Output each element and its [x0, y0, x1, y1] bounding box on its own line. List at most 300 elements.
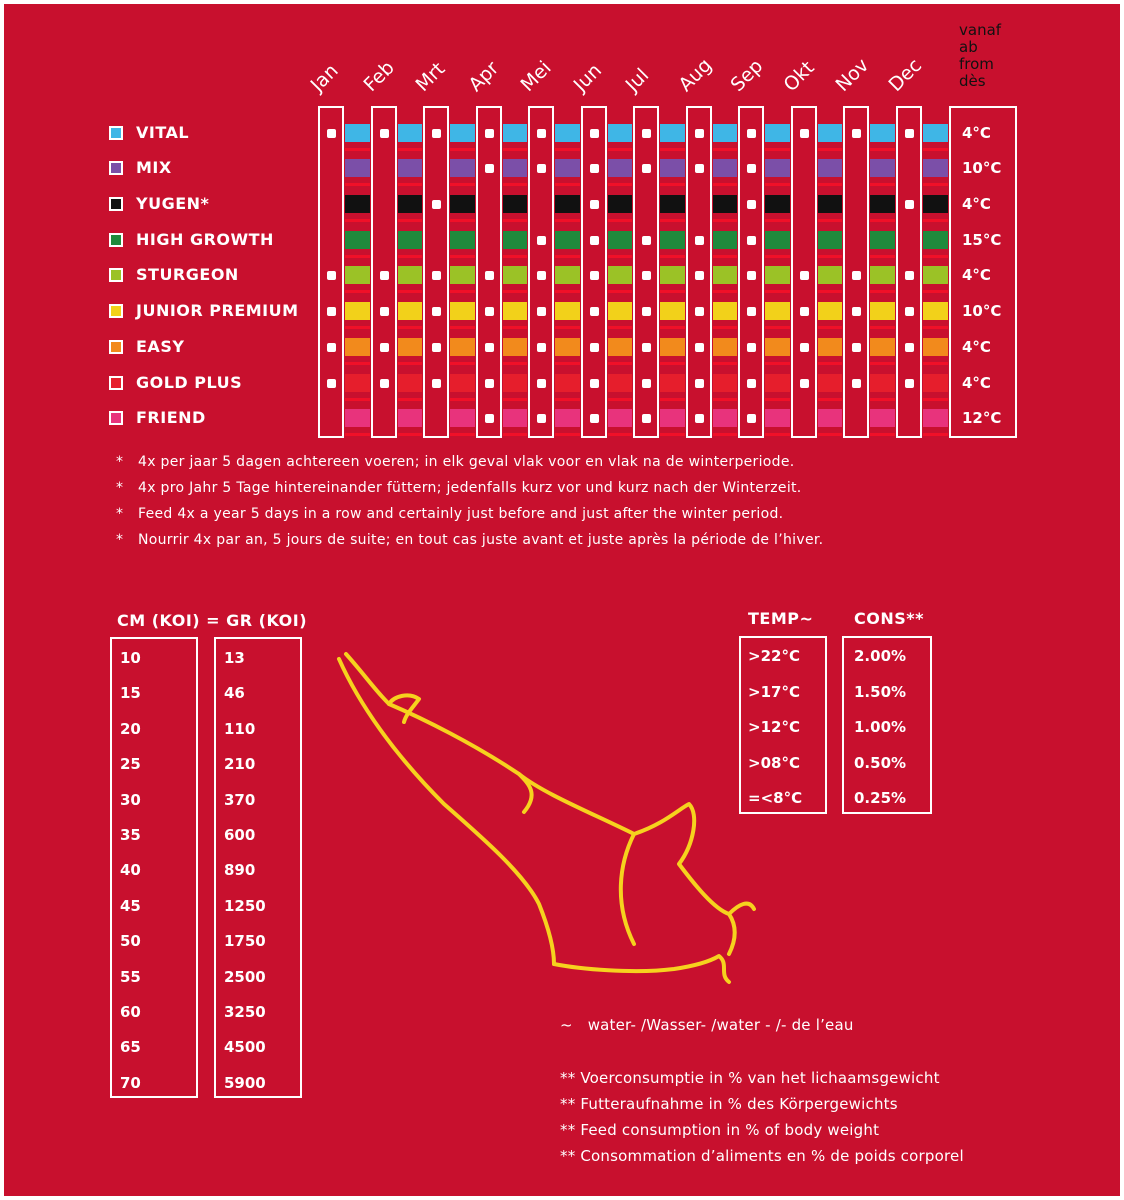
month-label-jun: Jun	[569, 59, 606, 96]
product-color-segment	[450, 159, 475, 177]
gr-value: 13	[224, 649, 245, 667]
product-color-segment	[713, 338, 737, 356]
row-divider-stripe	[503, 362, 527, 365]
feeding-dot	[432, 307, 441, 316]
feeding-dot	[852, 343, 861, 352]
feeding-dot	[695, 343, 704, 352]
gr-value: 210	[224, 755, 256, 774]
row-divider-stripe	[660, 148, 685, 151]
feeding-dot	[642, 379, 651, 388]
feeding-dot	[590, 307, 599, 316]
product-color-segment	[555, 302, 580, 320]
gr-value: 2500	[224, 967, 266, 986]
feeding-dot	[590, 379, 599, 388]
from-temperature-value: 10°C	[962, 302, 1002, 320]
feeding-dot	[432, 129, 441, 138]
product-color-segment	[503, 124, 527, 142]
feeding-dot	[327, 307, 336, 316]
product-color-segment	[503, 195, 527, 213]
gr-value: 4500	[224, 1038, 266, 1057]
feeding-dot	[537, 343, 546, 352]
from-temperature-header	[959, 22, 1001, 90]
product-color-segment	[818, 374, 842, 392]
month-label-jul: Jul	[621, 64, 654, 96]
cm-value: 55	[120, 967, 141, 986]
row-divider-stripe	[713, 183, 737, 186]
row-divider-stripe	[503, 326, 527, 329]
double-star-note-en	[560, 1121, 879, 1139]
gr-value: 890	[224, 861, 256, 880]
from-temperature-value: 4°C	[962, 374, 991, 392]
product-color-segment	[608, 195, 632, 213]
product-color-segment	[503, 338, 527, 356]
row-divider-stripe	[450, 183, 475, 186]
row-divider-stripe	[608, 219, 632, 222]
consumption-value: 1.00%	[854, 718, 907, 736]
legend-label: GOLD PLUS	[136, 373, 243, 392]
feeding-dot	[905, 307, 914, 316]
product-color-segment	[870, 409, 895, 427]
row-divider-stripe	[450, 398, 475, 401]
product-color-segment	[660, 124, 685, 142]
product-color-segment	[555, 266, 580, 284]
product-color-segment	[713, 374, 737, 392]
product-color-segment	[713, 231, 737, 249]
row-divider-stripe	[345, 219, 370, 222]
row-divider-stripe	[870, 183, 895, 186]
feeding-dot	[485, 271, 494, 280]
product-color-segment	[555, 409, 580, 427]
row-divider-stripe	[818, 326, 842, 329]
feeding-dot	[642, 343, 651, 352]
row-divider-stripe	[450, 148, 475, 151]
product-color-segment	[450, 409, 475, 427]
from-temperature-value: 4°C	[962, 266, 991, 284]
product-color-segment	[923, 302, 948, 320]
row-divider-stripe	[923, 219, 948, 222]
feeding-dot	[380, 271, 389, 280]
feeding-dot	[642, 307, 651, 316]
product-color-segment	[870, 266, 895, 284]
product-color-segment	[713, 159, 737, 177]
feeding-dot	[590, 164, 599, 173]
product-color-segment	[345, 231, 370, 249]
footnote-marker: *	[116, 532, 124, 548]
gr-value: 5900	[224, 1073, 266, 1092]
row-divider-stripe	[555, 433, 580, 436]
feeding-dot	[695, 414, 704, 423]
gr-value: 46	[224, 684, 245, 703]
from-temperature-value: 4°C	[962, 338, 991, 356]
feeding-dot	[852, 271, 861, 280]
product-color-segment	[608, 409, 632, 427]
product-color-segment	[818, 195, 842, 213]
row-divider-stripe	[450, 290, 475, 293]
cm-value: 35	[120, 826, 141, 844]
row-divider-stripe	[608, 183, 632, 186]
row-divider-stripe	[608, 148, 632, 151]
feeding-dot	[905, 129, 914, 138]
product-color-segment	[765, 231, 790, 249]
product-color-segment	[870, 195, 895, 213]
row-divider-stripe	[923, 433, 948, 436]
footnote-marker: *	[116, 480, 124, 496]
product-color-segment	[450, 302, 475, 320]
double-star-note-text: Consommation d’aliments en % de poids corporel	[580, 1147, 964, 1165]
feeding-dot	[537, 164, 546, 173]
tilde-note	[560, 1016, 854, 1034]
feeding-dot	[642, 164, 651, 173]
product-color-segment	[503, 374, 527, 392]
row-divider-stripe	[870, 433, 895, 436]
consumption-value: 0.50%	[854, 753, 907, 772]
row-divider-stripe	[555, 255, 580, 258]
row-divider-stripe	[398, 326, 422, 329]
consumption-value: 0.25%	[854, 789, 907, 807]
feeding-dot	[380, 307, 389, 316]
water-temp-value: >17°C	[748, 682, 800, 701]
feeding-dot	[905, 271, 914, 280]
row-divider-stripe	[713, 398, 737, 401]
row-divider-stripe	[398, 183, 422, 186]
feeding-dot	[327, 129, 336, 138]
product-color-segment	[398, 231, 422, 249]
consumption-value: 1.50%	[854, 682, 907, 701]
feeding-dot	[485, 164, 494, 173]
legend-swatch	[109, 340, 123, 354]
row-divider-stripe	[608, 255, 632, 258]
product-color-segment	[608, 124, 632, 142]
row-divider-stripe	[660, 326, 685, 329]
product-color-segment	[398, 338, 422, 356]
legend-label: JUNIOR PREMIUM	[136, 301, 299, 320]
footnote-nl	[116, 454, 795, 470]
product-color-segment	[923, 409, 948, 427]
month-label-nov: Nov	[831, 54, 874, 96]
row-divider-stripe	[450, 433, 475, 436]
feeding-dot	[590, 414, 599, 423]
legend-swatch	[109, 268, 123, 282]
legend-label: YUGEN*	[136, 194, 210, 213]
month-label-sep: Sep	[726, 55, 768, 96]
product-color-segment	[660, 302, 685, 320]
gr-value: 600	[224, 826, 256, 844]
gr-value: 1250	[224, 896, 266, 915]
feeding-dot	[695, 307, 704, 316]
double-star-marker: **	[560, 1069, 576, 1087]
double-star-note-fr	[560, 1147, 964, 1165]
double-star-note-de	[560, 1095, 898, 1113]
product-color-segment	[608, 374, 632, 392]
product-color-segment	[713, 302, 737, 320]
month-label-mei: Mei	[516, 56, 556, 96]
double-star-marker: **	[560, 1095, 576, 1113]
cm-value: 10	[120, 649, 141, 667]
month-label-okt: Okt	[779, 56, 819, 96]
row-divider-stripe	[923, 398, 948, 401]
feeding-dot	[905, 200, 914, 209]
row-divider-stripe	[870, 398, 895, 401]
cm-value: 70	[120, 1073, 141, 1092]
row-divider-stripe	[870, 326, 895, 329]
feeding-dot	[695, 164, 704, 173]
feeding-dot	[485, 379, 494, 388]
footnote-fr	[116, 532, 823, 548]
row-divider-stripe	[345, 433, 370, 436]
feeding-dot	[380, 343, 389, 352]
product-color-segment	[555, 231, 580, 249]
product-color-segment	[398, 266, 422, 284]
legend-swatch	[109, 304, 123, 318]
feeding-dot	[747, 307, 756, 316]
row-divider-stripe	[345, 148, 370, 151]
row-divider-stripe	[923, 183, 948, 186]
feeding-dot	[485, 129, 494, 138]
gr-value: 370	[224, 790, 256, 809]
row-divider-stripe	[923, 148, 948, 151]
feeding-dot	[485, 307, 494, 316]
row-divider-stripe	[450, 326, 475, 329]
header-vanaf: vanaf	[959, 21, 1002, 39]
product-color-segment	[923, 338, 948, 356]
product-color-segment	[923, 266, 948, 284]
feeding-dot	[747, 200, 756, 209]
feeding-dot	[590, 343, 599, 352]
legend-swatch	[109, 233, 123, 247]
row-divider-stripe	[765, 255, 790, 258]
from-temperature-value: 12°C	[962, 409, 1002, 427]
row-divider-stripe	[818, 398, 842, 401]
month-label-dec: Dec	[884, 54, 927, 96]
feeding-dot	[432, 343, 441, 352]
product-color-segment	[555, 195, 580, 213]
product-color-segment	[503, 231, 527, 249]
row-divider-stripe	[660, 362, 685, 365]
product-color-segment	[450, 195, 475, 213]
feeding-dot	[327, 343, 336, 352]
row-divider-stripe	[923, 362, 948, 365]
product-color-segment	[765, 409, 790, 427]
feeding-chart-page	[4, 4, 1120, 1196]
gr-value: 1750	[224, 932, 266, 951]
feeding-dot	[327, 379, 336, 388]
product-color-segment	[870, 338, 895, 356]
feeding-dot	[747, 271, 756, 280]
row-divider-stripe	[345, 398, 370, 401]
product-color-segment	[765, 124, 790, 142]
product-color-segment	[345, 302, 370, 320]
row-divider-stripe	[660, 433, 685, 436]
product-color-segment	[713, 124, 737, 142]
product-color-segment	[345, 124, 370, 142]
product-color-segment	[398, 124, 422, 142]
row-divider-stripe	[713, 255, 737, 258]
product-color-segment	[555, 124, 580, 142]
product-color-segment	[398, 159, 422, 177]
feeding-dot	[800, 379, 809, 388]
feeding-dot	[380, 379, 389, 388]
row-divider-stripe	[503, 255, 527, 258]
row-divider-stripe	[660, 255, 685, 258]
double-star-marker: **	[560, 1147, 576, 1165]
product-color-segment	[345, 409, 370, 427]
from-temperature-value: 4°C	[962, 195, 991, 213]
footnote-text: Nourrir 4x par an, 5 jours de suite; en tout cas juste avant et juste après la période de l’hiver.	[138, 532, 824, 548]
legend-swatch	[109, 197, 123, 211]
feeding-dot	[537, 414, 546, 423]
feeding-dot	[537, 236, 546, 245]
feeding-dot	[537, 271, 546, 280]
row-divider-stripe	[765, 148, 790, 151]
feeding-dot	[747, 379, 756, 388]
legend-swatch	[109, 376, 123, 390]
double-star-note-text: Futteraufnahme in % des Körpergewichts	[580, 1095, 898, 1113]
legend-label: FRIEND	[136, 408, 206, 427]
product-color-segment	[555, 159, 580, 177]
koi-back-outline	[346, 654, 754, 914]
footnote-marker: *	[116, 506, 124, 522]
row-divider-stripe	[765, 183, 790, 186]
product-color-segment	[660, 195, 685, 213]
product-color-segment	[923, 195, 948, 213]
water-temp-value: >12°C	[748, 718, 800, 736]
row-divider-stripe	[450, 362, 475, 365]
row-divider-stripe	[870, 290, 895, 293]
row-divider-stripe	[818, 183, 842, 186]
feeding-dot	[432, 379, 441, 388]
product-color-segment	[660, 374, 685, 392]
header-from: from	[959, 55, 994, 73]
product-color-segment	[765, 159, 790, 177]
row-divider-stripe	[555, 219, 580, 222]
water-temp-value: >22°C	[748, 647, 800, 665]
product-color-segment	[713, 195, 737, 213]
header-des: dès	[959, 72, 986, 90]
feeding-dot	[747, 164, 756, 173]
product-color-segment	[818, 338, 842, 356]
koi-fish-illustration	[334, 644, 794, 994]
feeding-dot	[695, 129, 704, 138]
row-divider-stripe	[870, 219, 895, 222]
row-divider-stripe	[765, 326, 790, 329]
double-star-marker: **	[560, 1121, 576, 1139]
feeding-dot	[852, 307, 861, 316]
row-divider-stripe	[608, 433, 632, 436]
row-divider-stripe	[765, 219, 790, 222]
product-color-segment	[765, 338, 790, 356]
feeding-dot	[800, 343, 809, 352]
footnote-marker: *	[116, 454, 124, 470]
legend-label: HIGH GROWTH	[136, 230, 274, 249]
product-color-segment	[660, 409, 685, 427]
cm-value: 30	[120, 790, 141, 809]
feeding-dot	[695, 379, 704, 388]
row-divider-stripe	[765, 290, 790, 293]
feeding-dot	[852, 129, 861, 138]
legend-swatch	[109, 411, 123, 425]
row-divider-stripe	[503, 183, 527, 186]
row-divider-stripe	[870, 362, 895, 365]
feeding-dot	[800, 129, 809, 138]
row-divider-stripe	[713, 326, 737, 329]
feeding-dot	[905, 343, 914, 352]
product-color-segment	[870, 374, 895, 392]
product-color-segment	[660, 231, 685, 249]
cm-value: 20	[120, 719, 141, 738]
row-divider-stripe	[713, 290, 737, 293]
feeding-dot	[800, 271, 809, 280]
row-divider-stripe	[398, 255, 422, 258]
legend-label: VITAL	[136, 123, 190, 142]
row-divider-stripe	[765, 398, 790, 401]
feeding-dot	[485, 414, 494, 423]
row-divider-stripe	[660, 219, 685, 222]
tilde-note-text: water- /Wasser- /water - /- de l’eau	[587, 1016, 854, 1034]
month-label-feb: Feb	[359, 56, 399, 96]
feeding-dot	[590, 200, 599, 209]
row-divider-stripe	[345, 326, 370, 329]
cm-value: 65	[120, 1038, 141, 1057]
product-color-segment	[345, 159, 370, 177]
row-divider-stripe	[765, 362, 790, 365]
row-divider-stripe	[713, 148, 737, 151]
row-divider-stripe	[345, 183, 370, 186]
product-color-segment	[450, 338, 475, 356]
legend-label: MIX	[136, 158, 172, 177]
row-divider-stripe	[923, 255, 948, 258]
feeding-dot	[642, 236, 651, 245]
row-divider-stripe	[818, 148, 842, 151]
cm-value: 50	[120, 932, 141, 951]
feeding-dot	[800, 307, 809, 316]
consumption-value: 2.00%	[854, 647, 907, 665]
koi-belly-outline	[339, 659, 554, 964]
legend-swatch	[109, 126, 123, 140]
product-color-segment	[818, 159, 842, 177]
product-color-segment	[345, 266, 370, 284]
water-temp-value: =<8°C	[748, 789, 803, 807]
row-divider-stripe	[713, 362, 737, 365]
product-color-segment	[818, 231, 842, 249]
cm-value: 45	[120, 896, 141, 915]
footnote-text: 4x per jaar 5 dagen achtereen voeren; in elk geval vlak voor en vlak na de winterperiode.	[138, 454, 795, 470]
row-divider-stripe	[870, 148, 895, 151]
row-divider-stripe	[818, 219, 842, 222]
product-color-segment	[450, 124, 475, 142]
row-divider-stripe	[555, 362, 580, 365]
product-color-segment	[608, 266, 632, 284]
product-color-segment	[713, 409, 737, 427]
row-divider-stripe	[503, 290, 527, 293]
cm-value: 60	[120, 1003, 141, 1021]
feeding-dot	[590, 271, 599, 280]
product-color-segment	[503, 302, 527, 320]
product-color-segment	[503, 159, 527, 177]
feeding-dot	[905, 379, 914, 388]
cm-value: 25	[120, 755, 141, 774]
row-divider-stripe	[660, 290, 685, 293]
feeding-dot	[747, 343, 756, 352]
size-weight-header: CM (KOI) = GR (KOI)	[117, 611, 308, 630]
footnote-en	[116, 506, 783, 522]
feeding-dot	[380, 129, 389, 138]
legend-swatch	[109, 161, 123, 175]
row-divider-stripe	[870, 255, 895, 258]
product-color-segment	[345, 338, 370, 356]
product-color-segment	[555, 338, 580, 356]
row-divider-stripe	[923, 290, 948, 293]
cm-value: 15	[120, 684, 141, 703]
